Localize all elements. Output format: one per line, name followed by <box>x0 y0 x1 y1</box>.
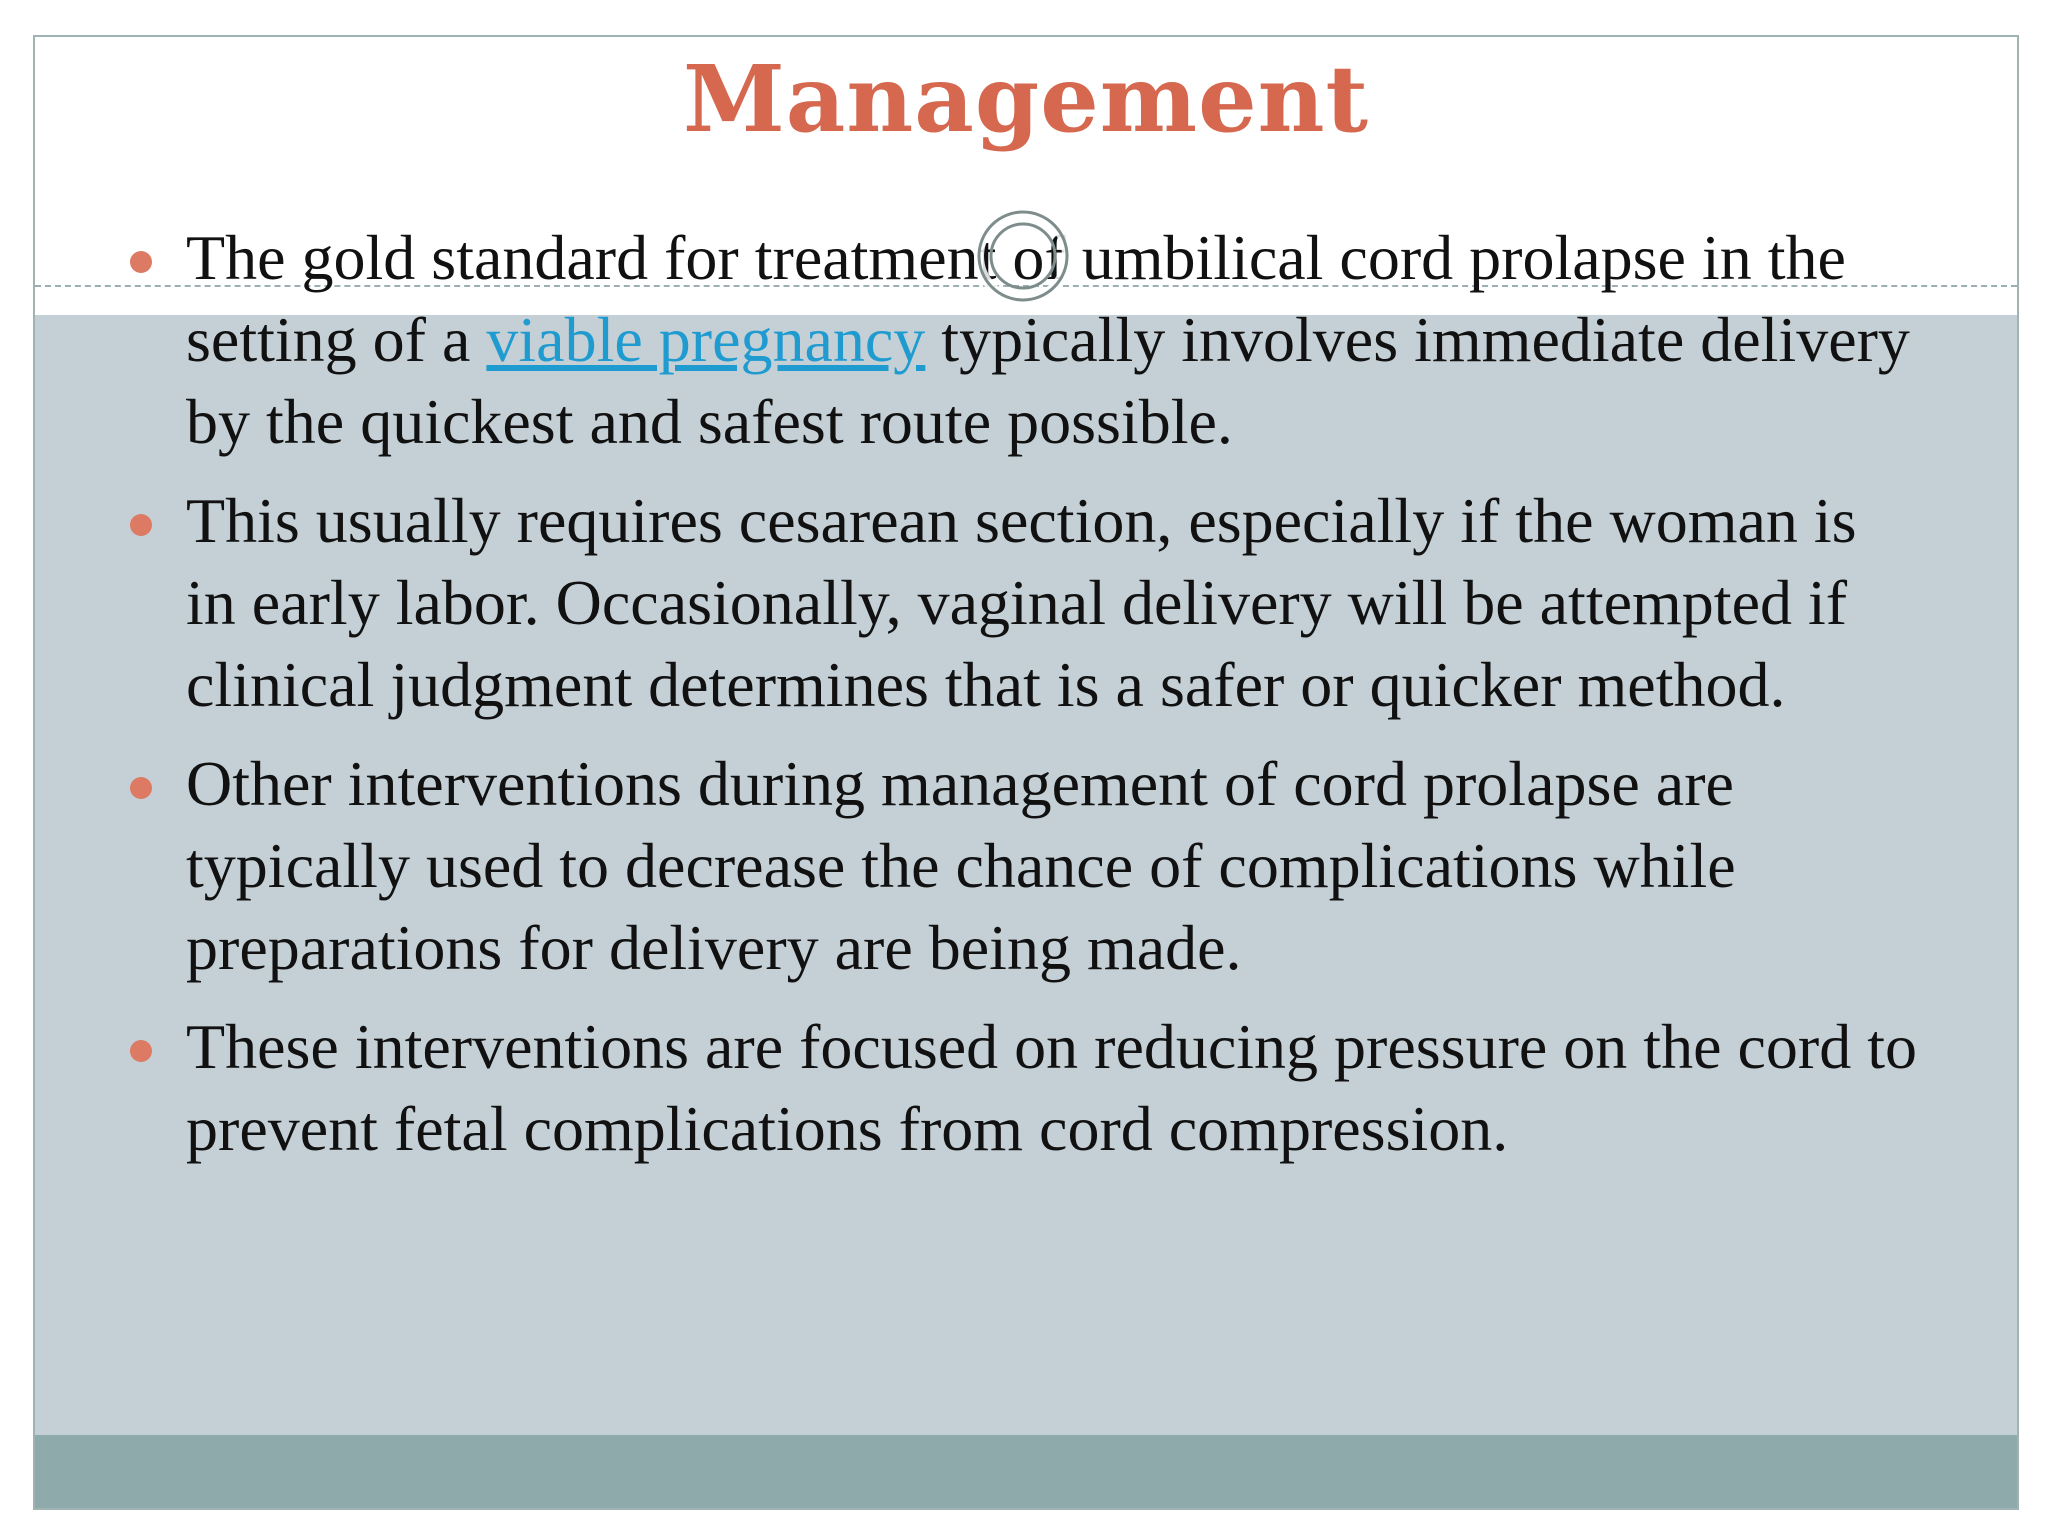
bullet-text-before-link: The gold standard for treatment of umbilical cord prolapse in the setting of a <box>186 222 1846 375</box>
slide <box>33 35 2019 1510</box>
bullet-text: Other interventions during management of cord prolapse are typically used to decrease the chance of complications while preparations for delivery are being made. <box>186 748 1736 983</box>
slide-title: Management <box>682 45 1370 153</box>
bullet-dot-icon <box>130 1040 152 1062</box>
bullet-item <box>35 743 2017 989</box>
bullet-text-after-link: typically involves immediate delivery by the quickest and safest route possible. <box>186 304 1910 457</box>
footer-bar <box>35 1435 2017 1508</box>
bullet-dot-icon <box>130 251 152 273</box>
bullet-item <box>35 1006 2017 1170</box>
bullet-item <box>35 480 2017 726</box>
bullet-dot-icon <box>130 514 152 536</box>
bullet-text: These interventions are focused on reducing pressure on the cord to prevent fetal complications from cord compression. <box>186 1011 1917 1164</box>
bullet-item <box>35 217 2017 463</box>
bullet-list <box>35 217 2017 1187</box>
viable-pregnancy-link[interactable]: viable pregnancy <box>486 304 926 375</box>
bullet-dot-icon <box>130 777 152 799</box>
bullet-text: This usually requires cesarean section, especially if the woman is in early labor. Occasionally, vaginal delivery will be attempted if clinical judgment determines that is a safer or quicker method. <box>186 485 1857 720</box>
